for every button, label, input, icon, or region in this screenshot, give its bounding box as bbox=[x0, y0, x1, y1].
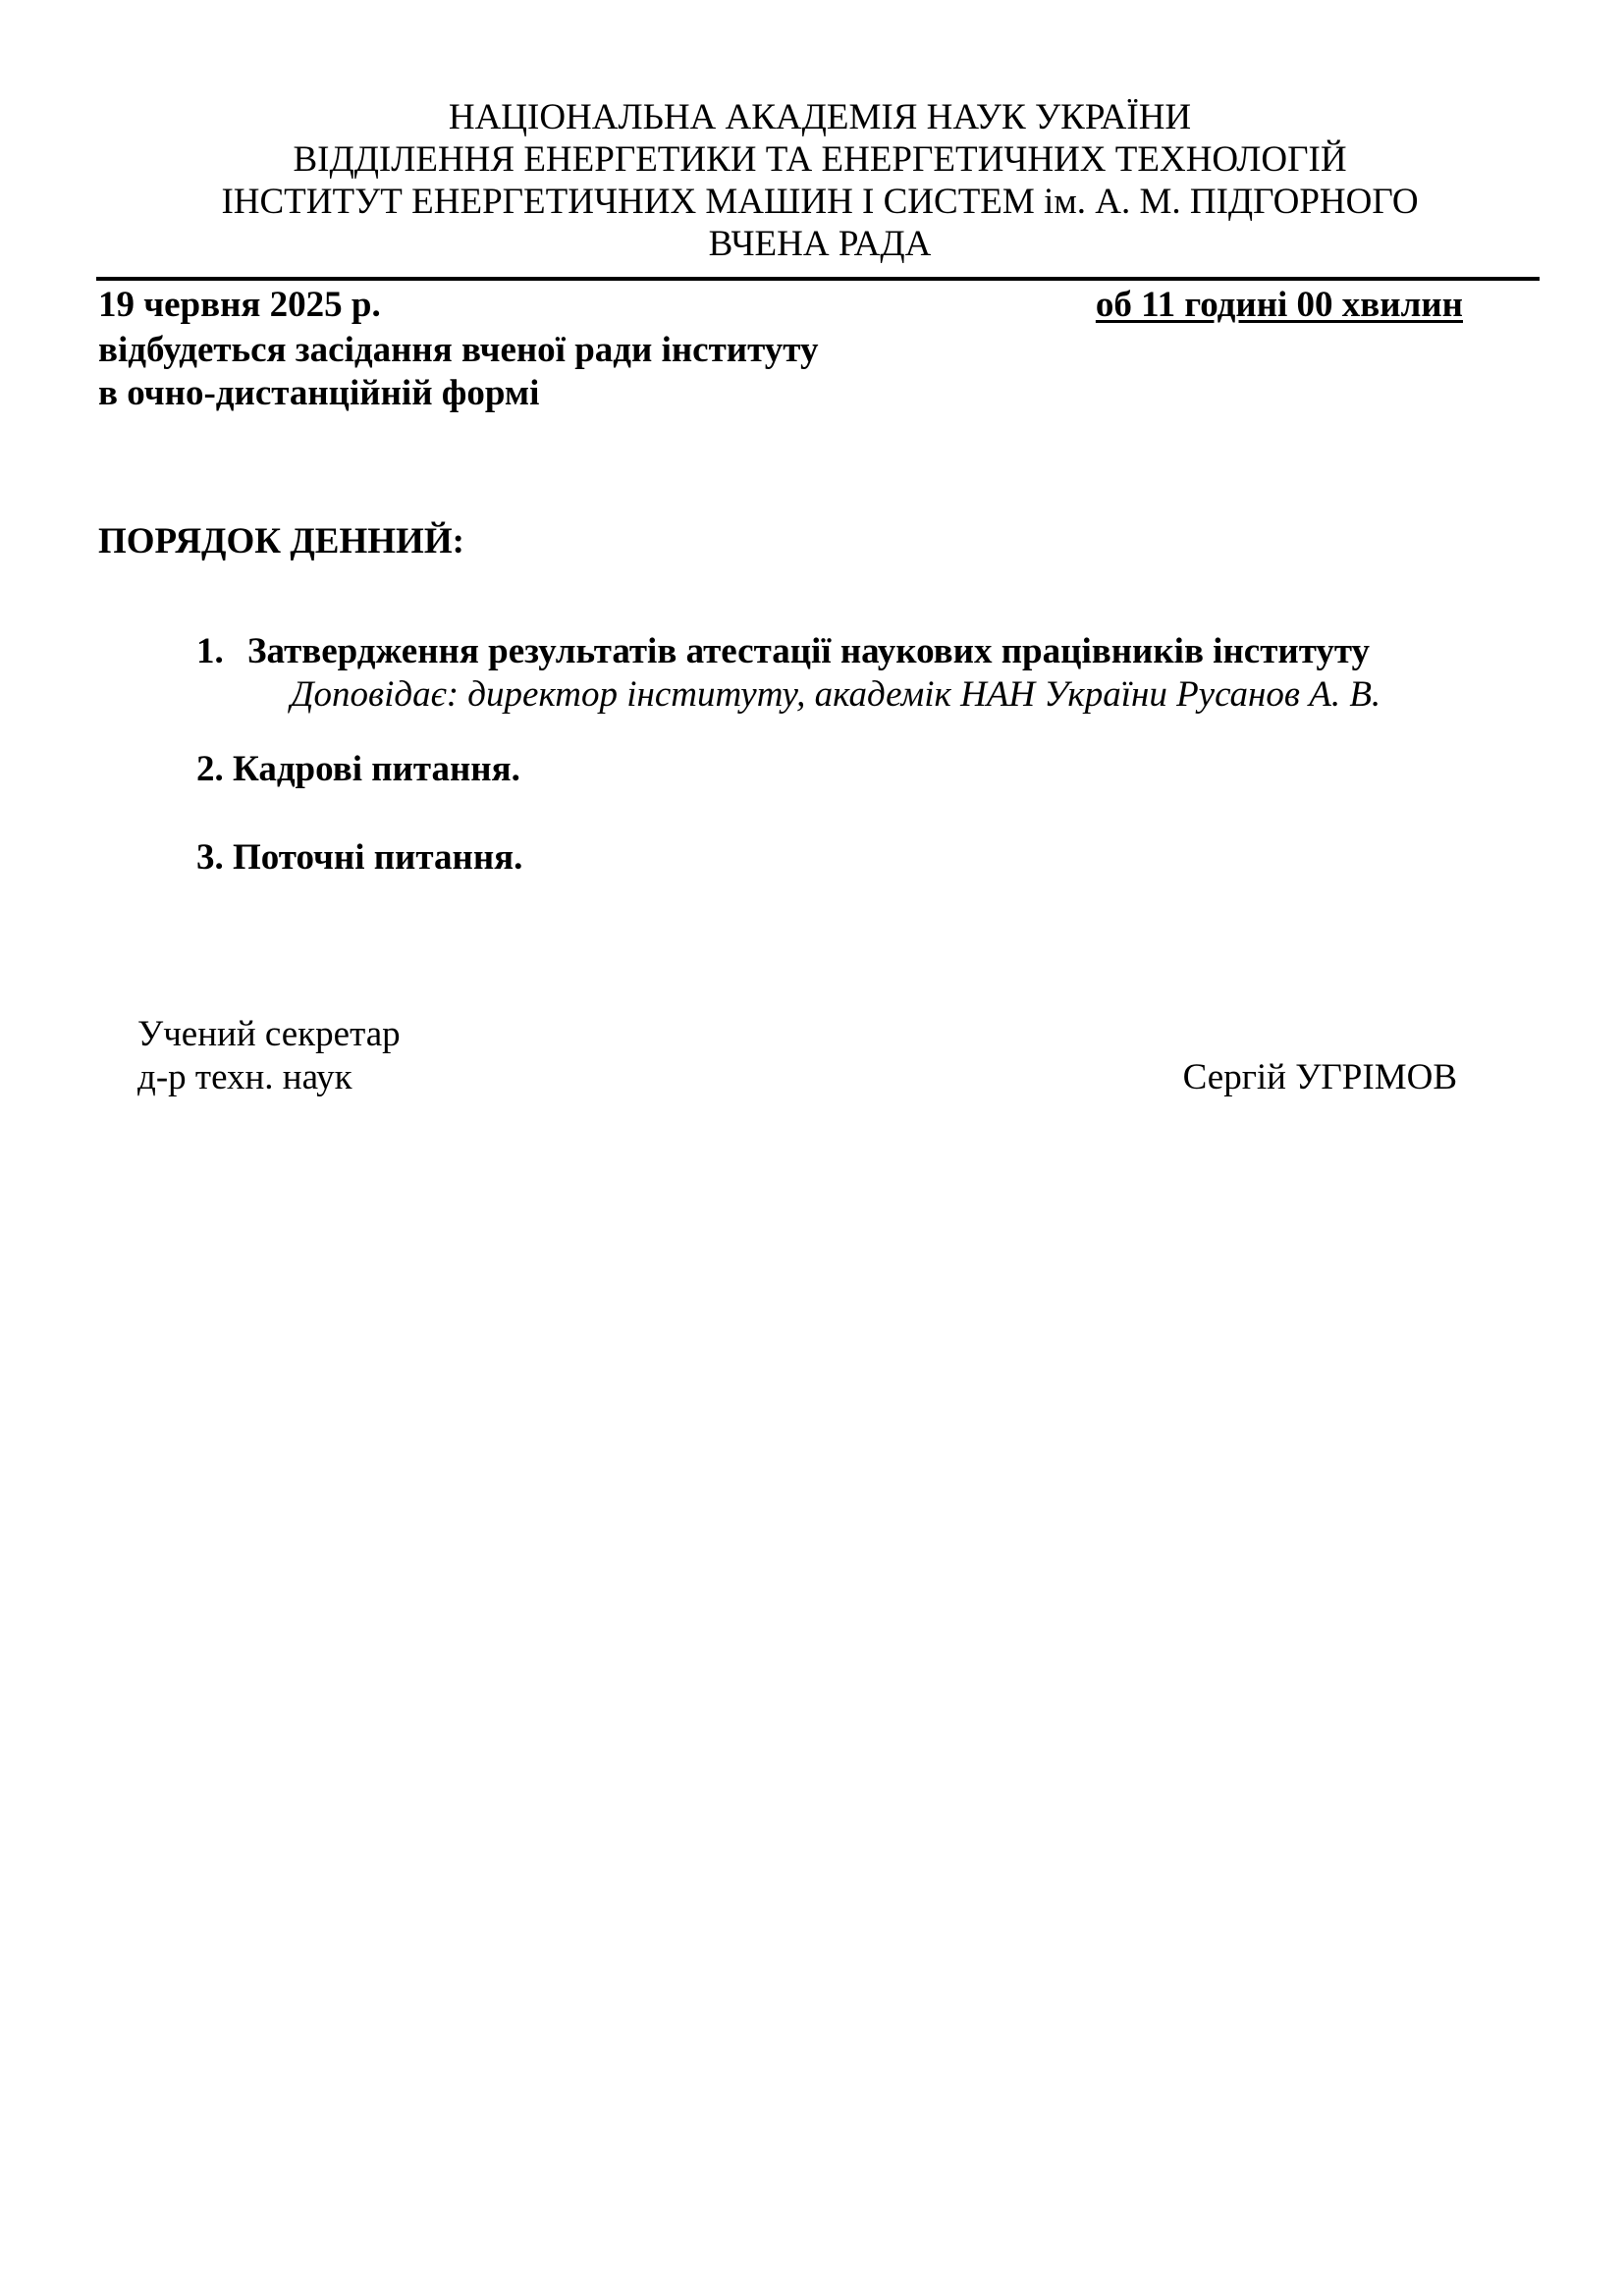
signatory-name: Сергій УГРІМОВ bbox=[1182, 1057, 1457, 1097]
department-name: ВІДДІЛЕННЯ ЕНЕРГЕТИКИ ТА ЕНЕРГЕТИЧНИХ ТЕХНОЛОГІЙ bbox=[293, 139, 1347, 180]
agenda-item-1-number: 1. bbox=[196, 631, 224, 671]
meeting-date: 19 червня 2025 р. bbox=[98, 285, 381, 325]
meeting-time: об 11 годині 00 хвилин bbox=[1095, 285, 1463, 325]
meeting-notice bbox=[98, 329, 818, 415]
signatory-degree: д-р техн. наук bbox=[137, 1057, 352, 1097]
academy-name: НАЦІОНАЛЬНА АКАДЕМІЯ НАУК УКРАЇНИ bbox=[448, 97, 1192, 137]
agenda-item-1-speaker: Доповідає: директор інституту, академік НАН України Русанов А. В. bbox=[291, 674, 1381, 715]
agenda-item-2: 2. Кадрові питання. bbox=[196, 749, 520, 789]
institute-name: ІНСТИТУТ ЕНЕРГЕТИЧНИХ МАШИН І СИСТЕМ ім. А. М. ПІДГОРНОГО bbox=[221, 182, 1419, 222]
agenda-item-1 bbox=[196, 630, 1370, 673]
signatory-position bbox=[137, 1013, 401, 1099]
notice-line-2: в очно-дистанційній формі bbox=[98, 373, 540, 413]
header-divider bbox=[96, 277, 1540, 281]
agenda-title: ПОРЯДОК ДЕННИЙ: bbox=[98, 521, 464, 561]
notice-line-1: відбудеться засідання вченої ради інституту bbox=[98, 330, 819, 370]
document-header bbox=[98, 96, 1542, 265]
agenda-item-3: 3. Поточні питання. bbox=[196, 837, 523, 878]
council-name: ВЧЕНА РАДА bbox=[708, 224, 932, 264]
agenda-item-1-text: Затвердження результатів атестації наукових працівників інституту bbox=[247, 631, 1371, 671]
signatory-title: Учений секретар bbox=[137, 1014, 401, 1054]
